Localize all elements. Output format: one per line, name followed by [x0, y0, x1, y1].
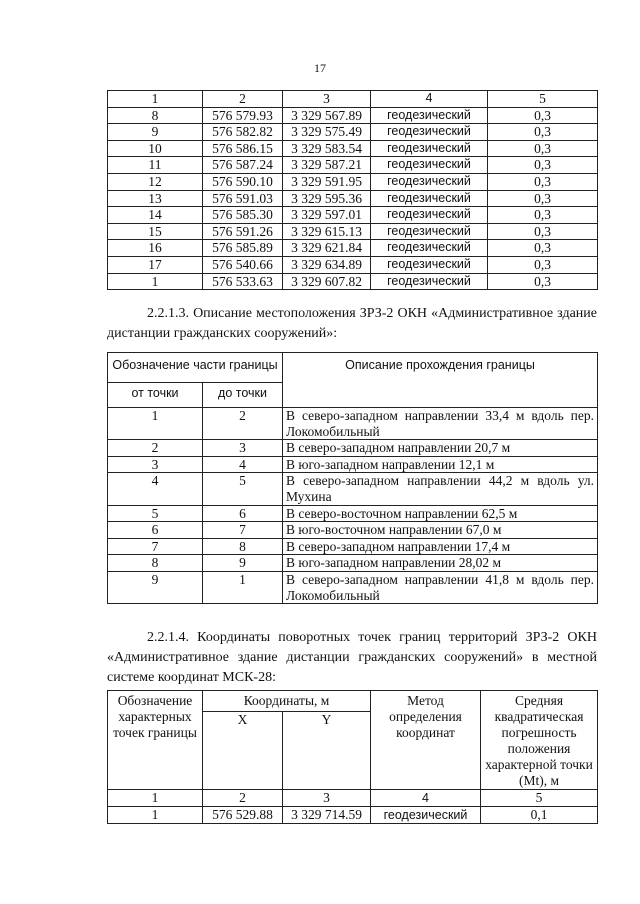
to-point: 5	[203, 473, 283, 505]
header-mean-error: Средняя квадратическая погрешность положения характерной точки (Mt), м	[481, 691, 598, 790]
coord-x: 2	[203, 91, 283, 108]
table-row	[108, 473, 598, 505]
boundary-description-table	[107, 352, 598, 604]
from-point: 7	[108, 538, 203, 555]
mean-error: 0,3	[488, 223, 598, 240]
coord-y: 3	[283, 790, 371, 807]
point-number: 15	[108, 223, 203, 240]
coord-x: 576 586.15	[203, 140, 283, 157]
coord-x: 576 582.82	[203, 124, 283, 141]
mean-error: 0,1	[481, 807, 598, 824]
table-row	[108, 256, 598, 273]
turning-points-table	[107, 690, 598, 824]
to-point: 3	[203, 440, 283, 457]
table-row	[108, 157, 598, 174]
boundary-description: В юго-западном направлении 12,1 м	[283, 456, 598, 473]
method: геодезический	[371, 223, 488, 240]
mean-error: 0,3	[488, 140, 598, 157]
from-point: 2	[108, 440, 203, 457]
coord-y: 3 329 597.01	[283, 207, 371, 224]
coord-y: 3 329 607.82	[283, 273, 371, 290]
table-row	[108, 190, 598, 207]
point-number: 1	[108, 273, 203, 290]
from-point: 9	[108, 571, 203, 603]
header-from-point: от точки	[108, 383, 203, 408]
from-point: 6	[108, 522, 203, 539]
point-number: 17	[108, 256, 203, 273]
from-point: 5	[108, 505, 203, 522]
mean-error: 0,3	[488, 190, 598, 207]
method: геодезический	[371, 107, 488, 124]
coord-y: 3 329 591.95	[283, 173, 371, 190]
coord-x: 576 585.30	[203, 207, 283, 224]
method: геодезический	[371, 240, 488, 257]
to-point: 6	[203, 505, 283, 522]
coord-x: 576 591.03	[203, 190, 283, 207]
table-row	[108, 456, 598, 473]
coord-y: 3 329 615.13	[283, 223, 371, 240]
header-y: Y	[283, 712, 371, 790]
table-row	[108, 223, 598, 240]
coord-y: 3 329 714.59	[283, 807, 371, 824]
mean-error: 0,3	[488, 173, 598, 190]
point-number: 8	[108, 107, 203, 124]
method: геодезический	[371, 157, 488, 174]
mean-error: 0,3	[488, 256, 598, 273]
to-point: 8	[203, 538, 283, 555]
point-number: 11	[108, 157, 203, 174]
coord-x: 576 579.93	[203, 107, 283, 124]
coord-y: 3 329 575.49	[283, 124, 371, 141]
table-row	[108, 273, 598, 290]
table-row	[108, 207, 598, 224]
method: геодезический	[371, 124, 488, 141]
column-number-row	[108, 790, 598, 807]
header-coordinates: Координаты, м	[203, 691, 371, 712]
table-row	[108, 124, 598, 141]
mean-error: 5	[481, 790, 598, 807]
point-number: 9	[108, 124, 203, 141]
coord-y: 3 329 634.89	[283, 256, 371, 273]
coord-y: 3 329 595.36	[283, 190, 371, 207]
header-method: Метод определения координат	[371, 691, 481, 790]
header-boundary-description: Описание прохождения границы	[283, 353, 598, 408]
boundary-description: В северо-западном направлении 41,8 м вдоль пер. Локомобильный	[283, 571, 598, 603]
coord-x: 576 585.89	[203, 240, 283, 257]
coord-x: 2	[203, 790, 283, 807]
coordinates-table-continued	[107, 90, 598, 290]
from-point: 3	[108, 456, 203, 473]
boundary-description: В северо-восточном направлении 62,5 м	[283, 505, 598, 522]
to-point: 1	[203, 571, 283, 603]
coord-y: 3	[283, 91, 371, 108]
to-point: 4	[203, 456, 283, 473]
method: геодезический	[371, 256, 488, 273]
method: геодезический	[371, 190, 488, 207]
page-number: 17	[314, 61, 326, 75]
mean-error: 0,3	[488, 273, 598, 290]
table-row	[108, 408, 598, 440]
table-row	[108, 107, 598, 124]
point-number: 16	[108, 240, 203, 257]
mean-error: 0,3	[488, 240, 598, 257]
coord-x: 576 533.63	[203, 273, 283, 290]
table-row	[108, 555, 598, 572]
mean-error: 0,3	[488, 124, 598, 141]
header-x: X	[203, 712, 283, 790]
to-point: 2	[203, 408, 283, 440]
column-number-row	[108, 91, 598, 108]
header-boundary-part: Обозначение части границы	[108, 353, 283, 383]
coord-x: 576 590.10	[203, 173, 283, 190]
mean-error: 0,3	[488, 207, 598, 224]
coord-x: 576 540.66	[203, 256, 283, 273]
method: геодезический	[371, 807, 481, 824]
table-row	[108, 538, 598, 555]
from-point: 4	[108, 473, 203, 505]
table-row	[108, 240, 598, 257]
coord-x: 576 587.24	[203, 157, 283, 174]
section-text: 2.2.1.3. Описание местоположения ЗРЗ-2 ОКН «Административное здание дистанции гражданских сооружений»:	[107, 306, 597, 341]
to-point: 9	[203, 555, 283, 572]
point-number: 12	[108, 173, 203, 190]
coord-x: 576 591.26	[203, 223, 283, 240]
point-number: 1	[108, 91, 203, 108]
table-row	[108, 173, 598, 190]
header-to-point: до точки	[203, 383, 283, 408]
method: геодезический	[371, 140, 488, 157]
boundary-description: В северо-западном направлении 44,2 м вдоль ул. Мухина	[283, 473, 598, 505]
mean-error: 0,3	[488, 107, 598, 124]
coord-y: 3 329 567.89	[283, 107, 371, 124]
boundary-description: В северо-западном направлении 20,7 м	[283, 440, 598, 457]
boundary-description: В северо-западном направлении 33,4 м вдоль пер. Локомобильный	[283, 408, 598, 440]
coord-y: 3 329 583.54	[283, 140, 371, 157]
point-number: 1	[108, 790, 203, 807]
from-point: 1	[108, 408, 203, 440]
method: геодезический	[371, 173, 488, 190]
header-boundary-points: Обозначение характерных точек границы	[108, 691, 203, 790]
from-point: 8	[108, 555, 203, 572]
point-number: 13	[108, 190, 203, 207]
boundary-description: В юго-западном направлении 28,02 м	[283, 555, 598, 572]
coord-x: 576 529.88	[203, 807, 283, 824]
method: геодезический	[371, 207, 488, 224]
table-row	[108, 807, 598, 824]
coord-y: 3 329 587.21	[283, 157, 371, 174]
mean-error: 5	[488, 91, 598, 108]
point-number: 14	[108, 207, 203, 224]
coord-y: 3 329 621.84	[283, 240, 371, 257]
method: 4	[371, 91, 488, 108]
section-text: 2.2.1.4. Координаты поворотных точек границ территорий ЗРЗ-2 ОКН «Административное здание дистанции гражданских сооружений» в местной системе координат МСК-28:	[107, 630, 597, 685]
boundary-description: В северо-западном направлении 17,4 м	[283, 538, 598, 555]
method: геодезический	[371, 273, 488, 290]
point-number: 1	[108, 807, 203, 824]
table-row	[108, 505, 598, 522]
table-row	[108, 571, 598, 603]
table-row	[108, 440, 598, 457]
mean-error: 0,3	[488, 157, 598, 174]
to-point: 7	[203, 522, 283, 539]
section-2-2-1-3-paragraph	[107, 304, 597, 344]
point-number: 10	[108, 140, 203, 157]
method: 4	[371, 790, 481, 807]
section-2-2-1-4-paragraph	[107, 628, 597, 688]
boundary-description: В юго-восточном направлении 67,0 м	[283, 522, 598, 539]
table-row	[108, 522, 598, 539]
table-row	[108, 140, 598, 157]
